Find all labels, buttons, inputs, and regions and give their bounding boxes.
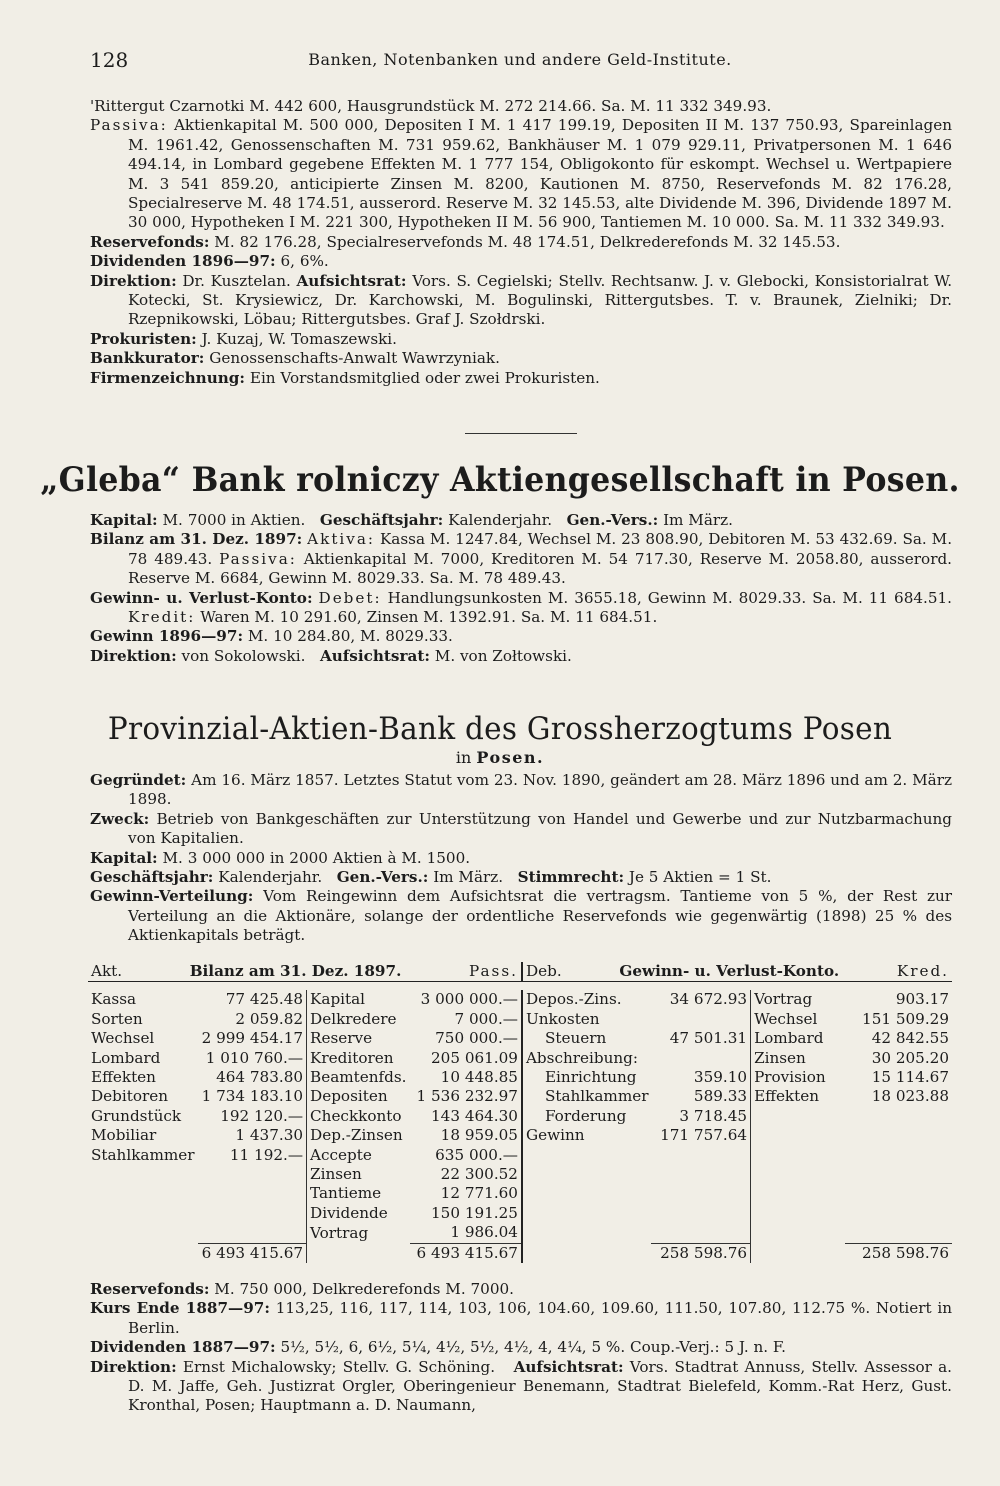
kredit-value bbox=[845, 1184, 952, 1203]
assets-line: 'Rittergut Czarnotki M. 442 600, Hausgrundstück M. 272 214.66. Sa. M. 11 332 349.93. bbox=[90, 97, 772, 115]
sum-aktiva: 6 493 415.67 bbox=[198, 1243, 307, 1263]
table-row bbox=[88, 1223, 952, 1243]
aktiva-value bbox=[198, 1165, 307, 1184]
passiva-value: 1 986.04 bbox=[450, 1223, 518, 1242]
aktiva-label: Grundstück bbox=[91, 1106, 182, 1125]
aktiva-value bbox=[198, 1184, 307, 1203]
table-row bbox=[88, 1068, 952, 1087]
kredit-value bbox=[845, 1107, 952, 1126]
kredit-label: Provision bbox=[751, 1068, 845, 1087]
direktion-paragraph: Direktion: Dr. Kusztelan. Aufsichtsrat: Vors. S. Cegielski; Stellv. Rechtsanw. J. v. Glebocki, Konsistorialrat W. Kotecki, St. Krysiewicz, Dr. Karchowski, M. Bogulinski, Rittergutsbes. T. v. Braunek, Zielniki; Dr. Rzepnikowski, Löbau; Rittergutsbes. Graf J. Szołdrski. bbox=[90, 271, 953, 329]
aktiva-value: 2 059.82 bbox=[235, 1009, 304, 1028]
debet-label bbox=[522, 1223, 652, 1243]
spacer-row bbox=[88, 982, 952, 991]
passiva-value: 143 464.30 bbox=[431, 1106, 518, 1125]
kredit-value: 903.17 bbox=[895, 990, 949, 1009]
running-title: Banken, Notenbanken und andere Geld-Institute. bbox=[308, 50, 732, 69]
sum-kredit: 258 598.76 bbox=[845, 1243, 952, 1263]
debet-label bbox=[522, 1165, 652, 1184]
prokuristen-line: Prokuristen: J. Kuzaj, W. Tomaszewski. bbox=[90, 329, 397, 348]
aktiva-value: 1 437.30 bbox=[235, 1126, 304, 1145]
aktiva-value: 1 734 183.10 bbox=[201, 1087, 304, 1106]
kredit-label bbox=[751, 1184, 845, 1203]
passiva-label: Accepte bbox=[307, 1146, 410, 1165]
debet-label: Depos.-Zins. bbox=[522, 990, 652, 1009]
passiva-label: Depositen bbox=[307, 1087, 410, 1106]
passiva-label: Zinsen bbox=[307, 1165, 410, 1184]
debet-value bbox=[651, 1204, 750, 1223]
aktiva-value bbox=[198, 1223, 307, 1243]
kredit-value bbox=[845, 1204, 952, 1223]
czarnotki-section bbox=[90, 97, 952, 388]
debet-label: Gewinn bbox=[522, 1126, 652, 1145]
kredit-label bbox=[751, 1107, 845, 1126]
gleba-title: „Gleba“ Bank rolniczy Aktiengesellschaft in Posen. bbox=[40, 460, 960, 500]
sum-spacer bbox=[88, 1243, 198, 1263]
table-row bbox=[88, 1087, 952, 1106]
page-header bbox=[90, 48, 950, 74]
provinzial-footer-section bbox=[90, 1280, 952, 1416]
debet-value bbox=[651, 1049, 750, 1068]
table-row bbox=[88, 1165, 952, 1184]
kredit-value bbox=[845, 1126, 952, 1145]
sum-spacer bbox=[522, 1243, 652, 1263]
gleba-section bbox=[90, 511, 952, 666]
deb-label: Deb. bbox=[525, 962, 562, 980]
passiva-value: 22 300.52 bbox=[440, 1165, 518, 1184]
debet-value: 359.10 bbox=[693, 1068, 748, 1087]
kredit-value: 18 023.88 bbox=[871, 1087, 949, 1106]
bilanz-title: Bilanz am 31. Dez. 1897. bbox=[189, 962, 402, 980]
section-divider bbox=[465, 433, 577, 434]
dividenden-line: Dividenden 1887—97: 5½, 5½, 6, 6½, 5¼, 4½, 5½, 4½, 4, 4¼, 5 %. Coup.-Verj.: 5 J. n. F. bbox=[90, 1338, 786, 1357]
passiva-label: Tantieme bbox=[307, 1184, 410, 1203]
dividenden-line: Dividenden 1896—97: 6, 6%. bbox=[90, 252, 329, 271]
aktiva-label: Sorten bbox=[91, 1009, 143, 1028]
passiva-value: 635 000.— bbox=[435, 1145, 518, 1164]
passiva-value: 18 959.05 bbox=[440, 1126, 518, 1145]
kurs-paragraph: Kurs Ende 1887—97: 113,25, 116, 117, 114, 103, 106, 104.60, 109.60, 111.50, 107.80, 112.75 %. Notiert in Berlin. bbox=[90, 1299, 953, 1337]
aktiva-value: 2 999 454.17 bbox=[201, 1029, 304, 1048]
kredit-label: Lombard bbox=[751, 1029, 845, 1048]
sum-passiva: 6 493 415.67 bbox=[410, 1243, 522, 1263]
aktiva-label: Kassa bbox=[91, 990, 137, 1009]
reservefonds-line: Reservefonds: M. 750 000, Delkrederefonds M. 7000. bbox=[90, 1280, 514, 1298]
kred-label: Kred. bbox=[896, 962, 949, 980]
guv-title: Gewinn- u. Verlust-Konto. bbox=[619, 962, 840, 980]
passiva-paragraph: Passiva: Aktienkapital M. 500 000, Depositen I M. 1 417 199.19, Depositen II M. 137 750.93, Spareinlagen M. 1961.42, Genossenschaften M. 731 959.62, Bankhäuser M. 1 079 929.11, Privatpersonen M. 1 646 494.14, in Lombard gegebene Effekten M. 1 777 154, Obligokonto für eskompt. Wechsel u. Wertpapiere M. 3 541 859.20, anticipierte Zinsen M. 8200, Kautionen M. 8750, Reservefonds M. 82 176.28, Specialreserve M. 48 174.51, ausserord. Reserve M. 32 145.53, alte Dividende M. 396, Dividende 1897 M. 30 000, Hypotheken I M. 221 300, Hypotheken II M. 56 900, Tantiemen M. 10 000. Sa. M. 11 332 349.93. bbox=[90, 116, 953, 232]
gleba-gewinn-line: Gewinn 1896—97: M. 10 284.80, M. 8029.33. bbox=[90, 627, 453, 646]
passiva-value: 3 000 000.— bbox=[420, 990, 518, 1009]
kredit-label: Zinsen bbox=[751, 1049, 845, 1068]
gleba-bilanz-paragraph: Bilanz am 31. Dez. 1897: Aktiva: Kassa M. 1247.84, Wechsel M. 23 808.90, Debitoren M. 53 432.69. Sa. M. 78 489.43. Passiva: Aktienkapital M. 7000, Kreditoren M. 54 717.30, Reserve M. 2058.80, ausserord. Reserve M. 6684, Gewinn M. 8029.33. Sa. M. 78 489.43. bbox=[90, 530, 953, 588]
kredit-value: 42 842.55 bbox=[871, 1029, 949, 1048]
debet-label: Abschreibung: bbox=[522, 1049, 652, 1068]
balance-table-body bbox=[88, 962, 952, 1263]
kredit-label bbox=[751, 1204, 845, 1223]
aktiva-label: Effekten bbox=[91, 1068, 156, 1087]
passiva-label: Delkredere bbox=[307, 1010, 410, 1029]
passiva-value: 750 000.— bbox=[435, 1029, 518, 1048]
debet-value: 3 718.45 bbox=[679, 1106, 748, 1125]
provinzial-title: Provinzial-Aktien-Bank des Grossherzogtums Posen bbox=[107, 711, 893, 747]
table-row bbox=[88, 1126, 952, 1145]
passiva-label: Kapital bbox=[307, 990, 410, 1009]
debet-label: Forderung bbox=[522, 1107, 652, 1126]
zweck-paragraph: Zweck: Betrieb von Bankgeschäften zur Unterstützung von Handel und Gewerbe und zur Nutzbarmachung von Kapitalien. bbox=[90, 809, 952, 848]
debet-label: Stahlkammer bbox=[522, 1087, 652, 1106]
debet-value bbox=[651, 1184, 750, 1203]
aktiva-value: 77 425.48 bbox=[225, 990, 304, 1009]
debet-label bbox=[522, 1146, 652, 1165]
aktiva-label: Wechsel bbox=[91, 1029, 155, 1048]
aktiva-label bbox=[88, 1184, 198, 1203]
gleba-guv-paragraph: Gewinn- u. Verlust-Konto: Debet: Handlungsunkosten M. 3655.18, Gewinn M. 8029.33. Sa. M. 11 684.51. Kredit: Waren M. 10 291.60, Zinsen M. 1392.91. Sa. M. 11 684.51. bbox=[90, 588, 953, 627]
debet-value: 171 757.64 bbox=[660, 1126, 748, 1145]
page-number: 128 bbox=[90, 48, 129, 72]
aktiva-value: 464 783.80 bbox=[216, 1068, 304, 1087]
passiva-label: Beamtenfds. bbox=[307, 1068, 410, 1087]
aktiva-label bbox=[88, 1223, 198, 1243]
table-row bbox=[88, 990, 952, 1009]
passiva-label: Dep.-Zinsen bbox=[307, 1126, 410, 1145]
debet-label: Unkosten bbox=[522, 1010, 652, 1029]
passiva-value: 12 771.60 bbox=[440, 1184, 518, 1203]
kredit-label bbox=[751, 1165, 845, 1184]
passiva-label: Checkkonto bbox=[307, 1107, 410, 1126]
passiva-value: 7 000.— bbox=[454, 1009, 518, 1028]
table-row bbox=[88, 1204, 952, 1223]
kredit-value bbox=[845, 1165, 952, 1184]
passiva-value: 1 536 232.97 bbox=[416, 1087, 518, 1106]
balance-header-row bbox=[88, 962, 952, 982]
aktiva-label: Lombard bbox=[91, 1048, 161, 1067]
debet-value bbox=[651, 1223, 750, 1243]
table-row bbox=[88, 1029, 952, 1048]
aktiva-value: 192 120.— bbox=[220, 1106, 304, 1125]
kredit-label bbox=[751, 1126, 845, 1145]
debet-value: 47 501.31 bbox=[669, 1029, 748, 1048]
passiva-label: Dividende bbox=[307, 1204, 410, 1223]
table-row bbox=[88, 1010, 952, 1029]
kredit-label bbox=[751, 1146, 845, 1165]
passiva-value: 205 061.09 bbox=[431, 1048, 518, 1067]
sum-spacer bbox=[307, 1243, 410, 1263]
debet-value: 34 672.93 bbox=[669, 990, 748, 1009]
debet-label: Einrichtung bbox=[522, 1068, 652, 1087]
firmenzeichnung-line: Firmenzeichnung: Ein Vorstandsmitglied oder zwei Prokuristen. bbox=[90, 368, 600, 387]
table-row bbox=[88, 1146, 952, 1165]
debet-value: 589.33 bbox=[693, 1087, 748, 1106]
sum-spacer bbox=[751, 1243, 845, 1263]
debet-value bbox=[651, 1010, 750, 1029]
gewinn-verteilung-paragraph: Gewinn-Verteilung: Vom Reingewinn dem Aufsichtsrat die vertragsm. Tantieme von 5 %, der Rest zur Verteilung an die Aktionäre, solange der ordentliche Reservefonds wie gegenwärtig (1898) 25 % des Aktienkapitals beträgt. bbox=[90, 887, 953, 945]
guv-header bbox=[522, 962, 952, 982]
kredit-value: 151 509.29 bbox=[862, 1009, 949, 1028]
gleba-kapital-line: Kapital: M. 7000 in Aktien. Geschäftsjahr: Kalenderjahr. Gen.-Vers.: Im März. bbox=[90, 511, 733, 529]
debet-value bbox=[651, 1165, 750, 1184]
debet-value bbox=[651, 1146, 750, 1165]
debet-label bbox=[522, 1184, 652, 1203]
bilanz-header bbox=[88, 962, 522, 982]
reservefonds-line: Reservefonds: M. 82 176.28, Specialreservefonds M. 48 174.51, Delkrederefonds M. 32 145.53. bbox=[90, 232, 841, 251]
direktion-paragraph: Direktion: Ernst Michalowsky; Stellv. G. Schöning. Aufsichtsrat: Vors. Stadtrat Annuss, Stellv. Assessor a. D. M. Jaffe, Geh. Justizrat Orgler, Oberingenieur Benemann, Stadtrat Bielefeld, Komm.-Rat Herz, Gust. Kronthal, Posen; Hauptmann a. D. Naumann, bbox=[90, 1357, 952, 1415]
sum-row bbox=[88, 1243, 952, 1263]
kredit-value bbox=[845, 1146, 952, 1165]
provinzial-subtitle: in Posen. bbox=[455, 748, 545, 767]
table-row bbox=[88, 1049, 952, 1068]
kredit-label: Vortrag bbox=[751, 990, 845, 1009]
kredit-value: 15 114.67 bbox=[871, 1068, 949, 1087]
passiva-value: 150 191.25 bbox=[431, 1203, 518, 1222]
aktiva-label: Mobiliar bbox=[91, 1126, 157, 1145]
passiva-label: Vortrag bbox=[307, 1223, 410, 1243]
kredit-label: Wechsel bbox=[751, 1010, 845, 1029]
aktiva-label bbox=[88, 1204, 198, 1223]
kapital-line: Kapital: M. 3 000 000 in 2000 Aktien à M. 1500. bbox=[90, 848, 471, 867]
passiva-label: Reserve bbox=[307, 1029, 410, 1048]
pass-label: Pass. bbox=[468, 962, 518, 980]
aktiva-value: 11 192.— bbox=[229, 1145, 304, 1164]
passiva-label: Kreditoren bbox=[307, 1049, 410, 1068]
gleba-direktion-line: Direktion: von Sokolowski. Aufsichtsrat: M. von Zołtowski. bbox=[90, 646, 572, 665]
debet-label: Steuern bbox=[522, 1029, 652, 1048]
table-row bbox=[88, 1107, 952, 1126]
passiva-value: 10 448.85 bbox=[440, 1068, 518, 1087]
aktiva-value bbox=[198, 1204, 307, 1223]
kredit-label bbox=[751, 1223, 845, 1243]
sum-debet: 258 598.76 bbox=[651, 1243, 750, 1263]
spacer-cell bbox=[88, 982, 952, 991]
akt-label: Akt. bbox=[91, 962, 123, 980]
table-row bbox=[88, 1184, 952, 1203]
geschaeftsjahr-line: Geschäftsjahr: Kalenderjahr. Gen.-Vers.: Im März. Stimmrecht: Je 5 Aktien = 1 St. bbox=[90, 868, 772, 887]
kredit-value: 30 205.20 bbox=[871, 1048, 949, 1067]
aktiva-label: Debitoren bbox=[91, 1087, 169, 1106]
aktiva-value: 1 010 760.— bbox=[205, 1048, 304, 1067]
kredit-label: Effekten bbox=[751, 1087, 845, 1106]
balance-table bbox=[88, 962, 952, 1263]
aktiva-label bbox=[88, 1165, 198, 1184]
kredit-value bbox=[845, 1223, 952, 1243]
aktiva-label: Stahlkammer bbox=[91, 1145, 195, 1164]
gegruendet-paragraph: Gegründet: Am 16. März 1857. Letztes Statut vom 23. Nov. 1890, geändert am 28. März 1896 und am 2. März 1898. bbox=[90, 771, 952, 809]
debet-label bbox=[522, 1204, 652, 1223]
bankkurator-line: Bankkurator: Genossenschafts-Anwalt Wawrzyniak. bbox=[90, 349, 500, 368]
provinzial-section bbox=[90, 771, 952, 946]
